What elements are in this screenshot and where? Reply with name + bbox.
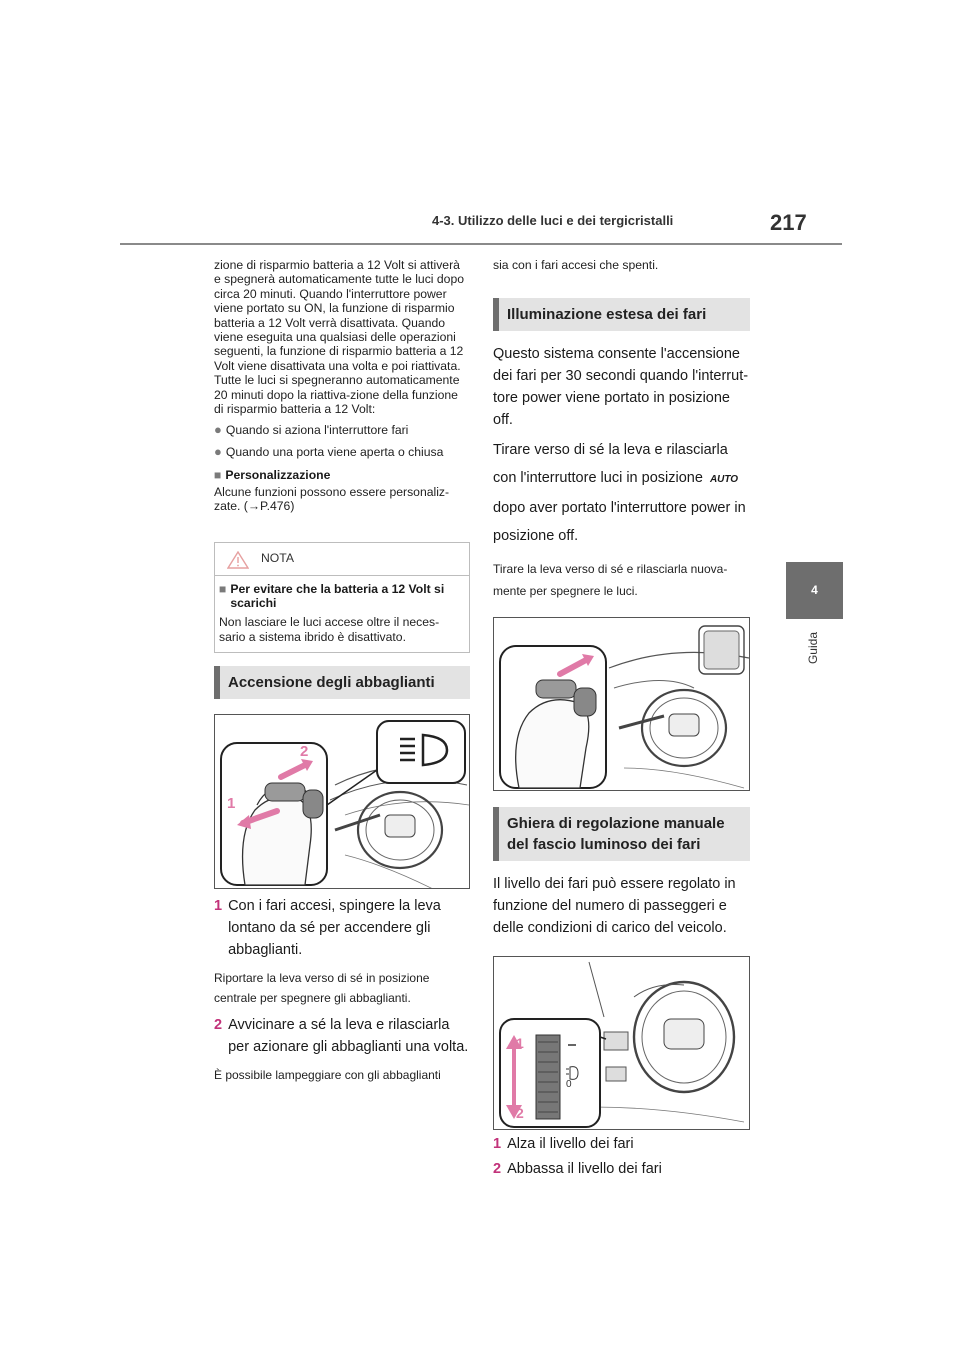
extended-lighting-note: Tirare la leva verso di sé e rilasciarla nuova-mente per spegnere le luci. bbox=[493, 562, 728, 599]
note-text: Non lasciare le luci accese oltre il neces-sario a sistema ibrido è disattivato. bbox=[219, 615, 440, 644]
bullet-dot-icon: ● bbox=[214, 422, 222, 438]
step-item bbox=[493, 1158, 750, 1180]
auto-icon: AUTO bbox=[709, 474, 739, 486]
extended-lighting-instruction: Tirare verso di sé la leva e rilasciarla con l'interruttore luci in posizione AUTO dopo aver portato l'interruttore power in posizione off. bbox=[493, 442, 746, 545]
step-item bbox=[214, 895, 470, 961]
step-number: 2 bbox=[493, 1161, 502, 1178]
section-title-beam-adjust: Ghiera di regolazione manuale del fascio luminoso dei fari bbox=[493, 807, 750, 861]
step-number: 2 bbox=[214, 1017, 223, 1034]
bullet-item: ● Quando si aziona l'interruttore fari bbox=[214, 422, 409, 438]
note-box bbox=[214, 542, 470, 654]
bullet-dot-icon: ● bbox=[214, 443, 222, 459]
square-bullet-icon: ■ bbox=[214, 468, 222, 483]
dial-label-2: 2 bbox=[516, 1105, 524, 1122]
right-column bbox=[493, 258, 750, 1180]
chapter-label: Guida bbox=[806, 632, 820, 665]
chapter-tab[interactable]: 4 bbox=[786, 562, 843, 619]
left-column bbox=[214, 258, 470, 1085]
continuation-text: sia con i fari accesi che spenti. bbox=[493, 258, 659, 272]
lever-pull-illustration bbox=[494, 618, 750, 791]
extended-lighting-paragraph: Questo sistema consente l'accensione dei fari per 30 secondi quando l'interrut-tore power viene portato in posizione off. bbox=[493, 346, 749, 429]
square-bullet-icon: ■ bbox=[219, 581, 227, 596]
page-number: 217 bbox=[770, 210, 807, 235]
figure-label-1: 1 bbox=[227, 795, 236, 813]
step-text: Abbassa il livello dei fari bbox=[507, 1161, 662, 1178]
note-label: NOTA bbox=[261, 550, 294, 565]
header-divider bbox=[120, 243, 842, 245]
high-beam-figure bbox=[214, 714, 470, 889]
step-number: 1 bbox=[493, 1136, 502, 1153]
extended-lighting-figure bbox=[493, 617, 750, 791]
section-title-extended-lighting: Illuminazione estesa dei fari bbox=[493, 298, 750, 331]
beam-adjust-paragraph: Il livello dei fari può essere regolato in funzione del numero di passeggeri e delle condizioni di carico del veicolo. bbox=[493, 876, 736, 937]
step-text: Con i fari accesi, spingere la leva lontano da sé per accendere gli abbaglianti. bbox=[228, 898, 441, 959]
dial-label-0: 0 bbox=[566, 1079, 572, 1091]
customization-heading: ■ Personalizzazione bbox=[214, 468, 331, 483]
beam-adjust-figure bbox=[493, 956, 750, 1130]
customization-text: Alcune funzioni possono essere personaliz-zate. (→P.476) bbox=[214, 484, 450, 514]
step-note: Riportare la leva verso di sé in posizione centrale per spegnere gli abbaglianti. bbox=[214, 971, 430, 1006]
step-number: 1 bbox=[214, 898, 223, 915]
dial-label-1: 1 bbox=[516, 1035, 524, 1052]
figure-label-2: 2 bbox=[300, 743, 309, 761]
note-header bbox=[215, 543, 469, 576]
intro-paragraph: zione di risparmio batteria a 12 Volt si attiverà e spegnerà automaticamente tutte le luci dopo circa 20 minuti. Quando l'interruttore power viene portato su ON, la funzione di risparmio batteria a 12 Volt verrà disattivata. Quando viene eseguita una qualsiasi delle operazioni seguenti, la funzione di risparmio batteria a 12 Volt viene disattivata una volta e poi riattivata. Tutte le luci si spegneranno automaticamente 20 minuti dopo la riattiva-zione della funzione di risparmio batteria a 12 Volt: bbox=[214, 258, 465, 417]
step-text: Alza il livello dei fari bbox=[507, 1136, 634, 1153]
step-item bbox=[214, 1014, 470, 1058]
note-subheading: ■ Per evitare che la batteria a 12 Volt si scarichi bbox=[219, 581, 445, 610]
page-header-title: 4-3. Utilizzo delle luci e dei tergicristalli bbox=[432, 213, 674, 228]
section-title-high-beam: Accensione degli abbaglianti bbox=[214, 666, 470, 699]
step-text: Avvicinare a sé la leva e rilasciarla per azionare gli abbaglianti una volta. bbox=[228, 1017, 469, 1056]
step-note: È possibile lampeggiare con gli abbaglianti bbox=[214, 1068, 441, 1083]
dial-illustration bbox=[494, 957, 750, 1130]
lever-illustration bbox=[215, 715, 470, 889]
warning-triangle-icon bbox=[227, 551, 249, 574]
step-item bbox=[493, 1133, 750, 1155]
bullet-item: ● Quando una porta viene aperta o chiusa bbox=[214, 443, 444, 459]
